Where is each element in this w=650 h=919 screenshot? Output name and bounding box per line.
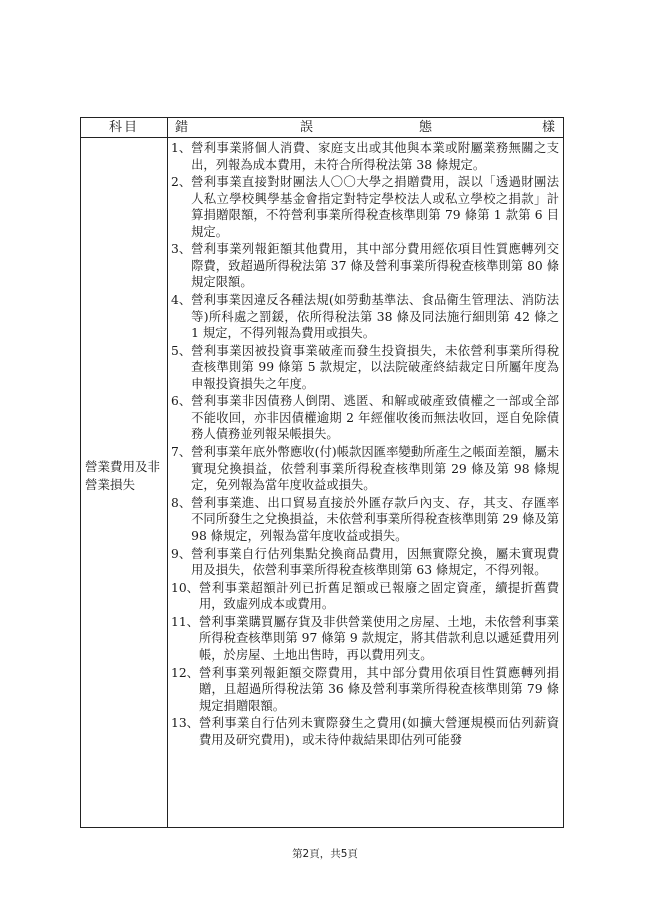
header-char: 態 [419,120,433,135]
item-text: 營利事業將個人消費、家庭支出或其他與本業或附屬業務無關之支出，列報為成本費用，未符合所得稅法第 38 條規定。 [191,141,559,172]
item-text: 營利事業自行估列集點兌換商品費用，因無實際兌換，屬未實現費用及損失，依營利事業所得稅查核準則第 63 條規定，不得列報。 [191,546,559,577]
error-list [171,140,559,749]
item-text: 營利事業超額計列已折舊足額或已報廢之固定資產，續提折舊費用，致虛列成本或費用。 [198,580,559,612]
item-number: 1、 [171,141,192,155]
item-number: 7、 [171,445,192,460]
item-text: 營利事業自行估列未實際發生之費用(如擴大營運規模而估列薪資費用及研究費用)，或未待仲裁結果即估列可能發 [198,716,559,747]
header-char: 誤 [300,120,314,135]
list-item [171,292,559,342]
list-item [171,241,559,291]
item-number: 10、 [171,580,199,595]
list-item [171,495,559,545]
item-number: 2、 [171,175,192,190]
list-item [171,715,559,748]
item-number: 8、 [171,495,192,510]
page-footer: 第2頁，共5頁 [292,848,358,860]
list-item [171,580,559,613]
item-number: 6、 [171,394,192,409]
item-text: 營利事業因違反各種法規(如勞動基準法、食品衛生管理法、消防法等)所科處之罰鍰，依所得稅法第 38 條及同法施行細則第 42 條之 1 規定，不得列報為費用或損失。 [191,293,559,341]
item-text: 營利事業進、出口貿易直接於外匯存款戶內支、存，其支、存匯率不同所發生之兌換損益，未依營利事業所得稅查核準則第 29 條及第 98 條規定，列報為當年度收益或損失。 [191,495,559,543]
list-item [171,444,559,494]
header-subject: 科目 [108,120,139,135]
item-text: 營利事業購買屬存貨及非供營業使用之房屋、土地，未依營利事業所得稅查核準則第 97 條第 9 款規定，將其借款利息以遞延費用列帳，於房屋、土地出售時，再以費用列支。 [198,614,559,662]
item-text: 營利事業列報鉅額交際費用，其中部分費用依項目性質應轉列捐贈，且超過所得稅法第 36 條及營利事業所得稅查核準則第 79 條規定捐贈限額。 [198,665,559,713]
column-divider [167,118,168,827]
item-text: 營利事業非因債務人倒閉、逃匿、和解或破產致債權之一部或全部不能收回，亦非因債權逾期 2 年經催收後而無法收回，逕自免除債務人債務並列報呆帳損失。 [191,394,559,442]
item-number: 9、 [171,546,192,561]
item-text: 營利事業因被投資事業破產而發生投資損失，未依營利事業所得稅查核準則第 99 條第 5 款規定，以法院破產終結裁定日所屬年度為申報投資損失之年度。 [191,343,559,391]
item-number: 13、 [171,716,199,731]
item-text: 營利事業直接對財團法人〇〇大學之捐贈費用，誤以「透過財團法人私立學校興學基金會指定對特定學校法人或私立學校之捐款」計算捐贈限額，不符營利事業所得稅查核準則第 79 條第 1 款第 6 目規定。 [191,175,559,239]
item-number: 12、 [171,665,199,680]
list-item [171,393,559,443]
table-header-row [81,118,563,138]
list-item [171,614,559,664]
list-item [171,140,559,173]
list-item [171,546,559,579]
error-patterns-table [80,117,564,828]
item-number: 5、 [171,343,192,358]
item-number: 4、 [171,293,192,308]
item-number: 11、 [171,614,199,629]
item-number: 3、 [171,242,192,257]
header-char: 樣 [542,120,556,135]
category-cell: 營業費用及非營業損失 [85,459,161,492]
item-text: 營利事業列報鉅額其他費用，其中部分費用經依項目性質應轉列交際費，致超過所得稅法第 37 條及營利事業所得稅查核準則第 80 條規定限額。 [191,242,559,290]
list-item [171,174,559,240]
header-char: 錯 [175,120,189,135]
list-item [171,665,559,715]
list-item [171,343,559,393]
item-text: 營利事業年底外幣應收(付)帳款因匯率變動所產生之帳面差額，屬未實現兌換損益，依營利事業所得稅查核準則第 29 條及第 98 條規定，免列報為當年度收益或損失。 [191,445,559,493]
